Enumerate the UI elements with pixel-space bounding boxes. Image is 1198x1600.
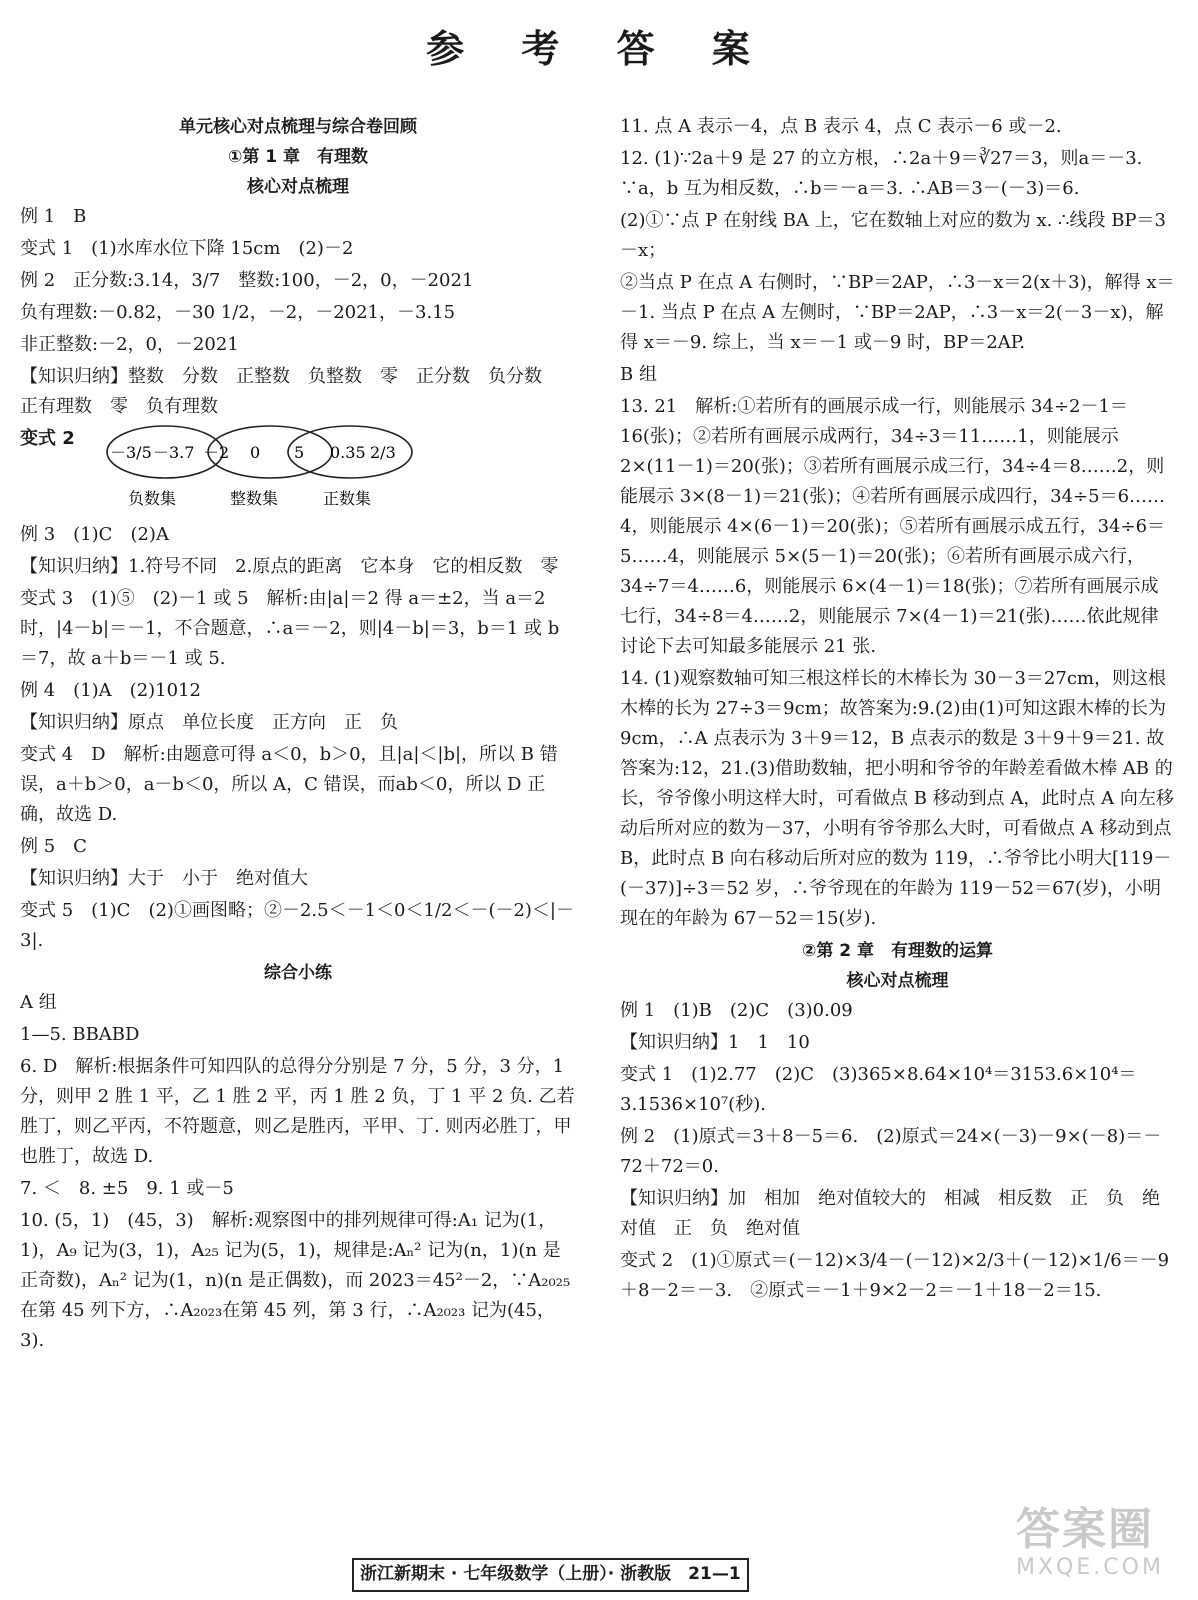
answer-line: 例 4 (1)A (2)1012 — [20, 680, 201, 701]
answer-line: 11. 点 A 表示－4，点 B 表示 4，点 C 表示－6 或－2. — [620, 116, 1062, 137]
answer-line: 例 3 (1)C (2)A — [20, 524, 169, 545]
answer-line: 例 1 B — [20, 206, 87, 227]
answer-line: 非正整数:－2，0，－2021 — [20, 334, 239, 355]
venn-shared-right: 5 — [294, 443, 305, 462]
answer-line: 变式 3 (1)⑤ (2)－1 或 5 解析:由|a|＝2 得 a＝±2，当 a＝2时，|4－b|＝－1，不合题意，∴a＝－2，则|4－b|＝3，b＝1 或 b＝7，故 a＋b＝－1 或 5. — [20, 588, 560, 669]
answer-line: 例 2 (1)原式＝3＋8－5＝6. (2)原式＝24×(－3)－9×(－8)＝－72＋72＝0. — [620, 1126, 1162, 1177]
answer-line: A 组 — [20, 992, 57, 1013]
answer-line: 13. 21 解析:①若所有的画展示成一行，则能展示 34÷2－1＝16(张)；②若所有画展示成两行，34÷3＝11……1，则能展示 2×(11－1)＝20(张)；③若所有画展示成三行，34÷4＝8……2，则能展示 3×(8－1)＝21(张)；④若所有画展示成四行，34÷5＝6……4，则能展示 4×(6－1)＝20(张)；⑤若所有画展示成五行，34÷6＝5……4，则能展示 5×(5－1)＝20(张)；⑥若所有画展示成六行，34÷7＝4……6，则能展示 6×(4－1)＝18(张)；⑦若所有画展示成七行，34÷8＝4……2，则能展示 7×(4－1)＝21(张)……依此规律讨论下去可知最多能展示 21 张. — [620, 396, 1166, 657]
answer-line: 变式 4 D 解析:由题意可得 a＜0，b＞0，且|a|＜|b|，所以 B 错误，a＋b＞0，a－b＜0，所以 A，C 错误，而ab＜0，所以 D 正确，故选 D. — [20, 744, 558, 825]
section-heading: 单元核心对点梳理与综合卷回顾 — [179, 117, 417, 137]
venn-caption-integer: 整数集 — [230, 489, 279, 508]
answer-line: 7. ＜ 8. ±5 9. 1 或－5 — [20, 1178, 234, 1199]
section-heading: ②第 2 章 有理数的运算 — [801, 941, 994, 961]
venn-neg-2: －3.7 — [153, 443, 195, 462]
right-column — [620, 112, 1175, 1308]
answer-line: 例 5 C — [20, 836, 87, 857]
left-column — [20, 112, 576, 1358]
section-heading: 综合小练 — [264, 963, 332, 983]
answer-line: 变式 1 (1)2.77 (2)C (3)365×8.64×10⁴＝3153.6×10⁴＝3.1536×10⁷(秒). — [620, 1064, 1137, 1115]
venn-pos-1: 0.35 — [330, 443, 366, 462]
section-heading: ①第 1 章 有理数 — [227, 147, 369, 167]
answer-line: 14. (1)观察数轴可知三根这样长的木棒长为 30－3＝27cm，则这根木棒的长为 27÷3＝9cm；故答案为:9.(2)由(1)可知这跟木棒的长为 9cm，∴A 点表示为 3＋9＝12，B 点表示的数是 3＋9＋9＝21. 故答案为:12，21.(3)借助数轴，把小明和爷爷的年龄差看做木棒 AB 的长，爷爷像小明这样大时，可看做点 B 移动到点 A，此时点 A 向左移动后所对应的数为－37，小明有爷爷那么大时，可看做点 A 移动到点 B，此时点 B 向右移动后所对应的数为 119，∴爷爷比小明大[119－(－37)]÷3＝52 岁，∴爷爷现在的年龄为 119－52＝67(岁)，小明现在的年龄为 67－52＝15(岁). — [620, 668, 1174, 929]
footer-label: 浙江新期末 · 七年级数学（上册）· 浙教版 21—1 — [352, 1558, 749, 1592]
answer-line: (2)①∵点 P 在射线 BA 上，它在数轴上对应的数为 x. ∴线段 BP＝3－x； — [620, 210, 1167, 261]
answer-line: 【知识归纳】大于 小于 绝对值大 — [20, 868, 308, 889]
venn-svg — [20, 424, 576, 516]
venn-label: 变式 2 — [20, 428, 75, 449]
venn-neg-1: －3/5 — [110, 443, 152, 462]
page-title: 参 考 答 案 — [426, 27, 772, 71]
answer-line: ②当点 P 在点 A 右侧时，∵BP＝2AP，∴3－x＝2(x＋3)，解得 x＝－1. 当点 P 在点 A 左侧时，∵BP＝2AP，∴3－x＝2(－3－x)，解得 x＝－9. 综上，当 x＝－1 或－9 时，BP＝2AP. — [620, 272, 1175, 353]
venn-integer: 0 — [250, 443, 261, 462]
section-heading: 核心对点梳理 — [846, 971, 949, 991]
section-heading: 核心对点梳理 — [247, 177, 349, 197]
venn-diagram — [20, 424, 576, 516]
watermark-logo — [1016, 1505, 1184, 1595]
answer-line: 变式 5 (1)C (2)①画图略；②－2.5＜－1＜0＜1/2＜－(－2)＜|－3|. — [20, 900, 574, 951]
answer-line: 【知识归纳】整数 分数 正整数 负整数 零 正分数 负分数 正有理数 零 负有理数 — [20, 366, 560, 417]
watermark-url: MXQE.COM — [1016, 1555, 1164, 1580]
venn-shared-left: －2 — [203, 443, 230, 462]
venn-caption-positive: 正数集 — [323, 489, 372, 508]
answer-line: 1—5. BBABD — [20, 1024, 140, 1045]
answer-line: 6. D 解析:根据条件可知四队的总得分分别是 7 分，5 分，3 分，1 分，则甲 2 胜 1 平，乙 1 胜 2 平，丙 1 胜 2 负，丁 1 平 2 负. 乙若胜丁，则乙平丙，不符题意，则乙是胜丙，平甲、丁. 则丙必胜丁，甲也胜丁，故选 D. — [20, 1056, 575, 1167]
answer-line: 变式 2 (1)①原式＝(－12)×3/4－(－12)×2/3＋(－12)×1/6＝－9＋8－2＝－3. ②原式＝－1＋9×2－2＝－1＋18－2＝15. — [620, 1250, 1170, 1301]
venn-pos-2: 2/3 — [370, 443, 396, 462]
answer-line: 12. (1)∵2a＋9 是 27 的立方根，∴2a＋9＝∛27＝3，则a＝－3. ∵a，b 互为相反数，∴b＝－a＝3. ∴AB＝3－(－3)＝6. — [620, 148, 1143, 199]
venn-caption-negative: 负数集 — [128, 489, 177, 508]
answer-line: 【知识归纳】1 1 10 — [620, 1032, 810, 1053]
answer-line: 【知识归纳】加 相加 绝对值较大的 相减 相反数 正 负 绝对值 正 负 绝对值 — [620, 1188, 1160, 1239]
answer-line: 变式 1 (1)水库水位下降 15cm (2)－2 — [20, 238, 354, 259]
answer-line: 负有理数:－0.82，－30 1/2，－2，－2021，－3.15 — [20, 302, 456, 323]
answer-line: 【知识归纳】原点 单位长度 正方向 正 负 — [20, 712, 398, 733]
watermark-text: 答案圈 — [1016, 1504, 1154, 1555]
answer-line: 例 2 正分数:3.14，3/7 整数:100，－2，0，－2021 — [20, 270, 474, 291]
answer-line: 10. (5，1) (45，3) 解析:观察图中的排列规律可得:A₁ 记为(1，1)，A₉ 记为(3，1)，A₂₅ 记为(5，1)，规律是:Aₙ² 记为(n，1)(n 是正奇数)，Aₙ² 记为(1，n)(n 是正偶数)，而 2023＝45²－2，∵A₂₀₂₅在第 45 列下方，∴A₂₀₂₃在第 45 列，第 3 行，∴A₂₀₂₃ 记为(45，3). — [20, 1210, 571, 1351]
answer-line: B 组 — [620, 364, 657, 385]
answer-line: 例 1 (1)B (2)C (3)0.09 — [620, 1000, 853, 1021]
answer-line: 【知识归纳】1.符号不同 2.原点的距离 它本身 它的相反数 零 — [20, 556, 559, 577]
